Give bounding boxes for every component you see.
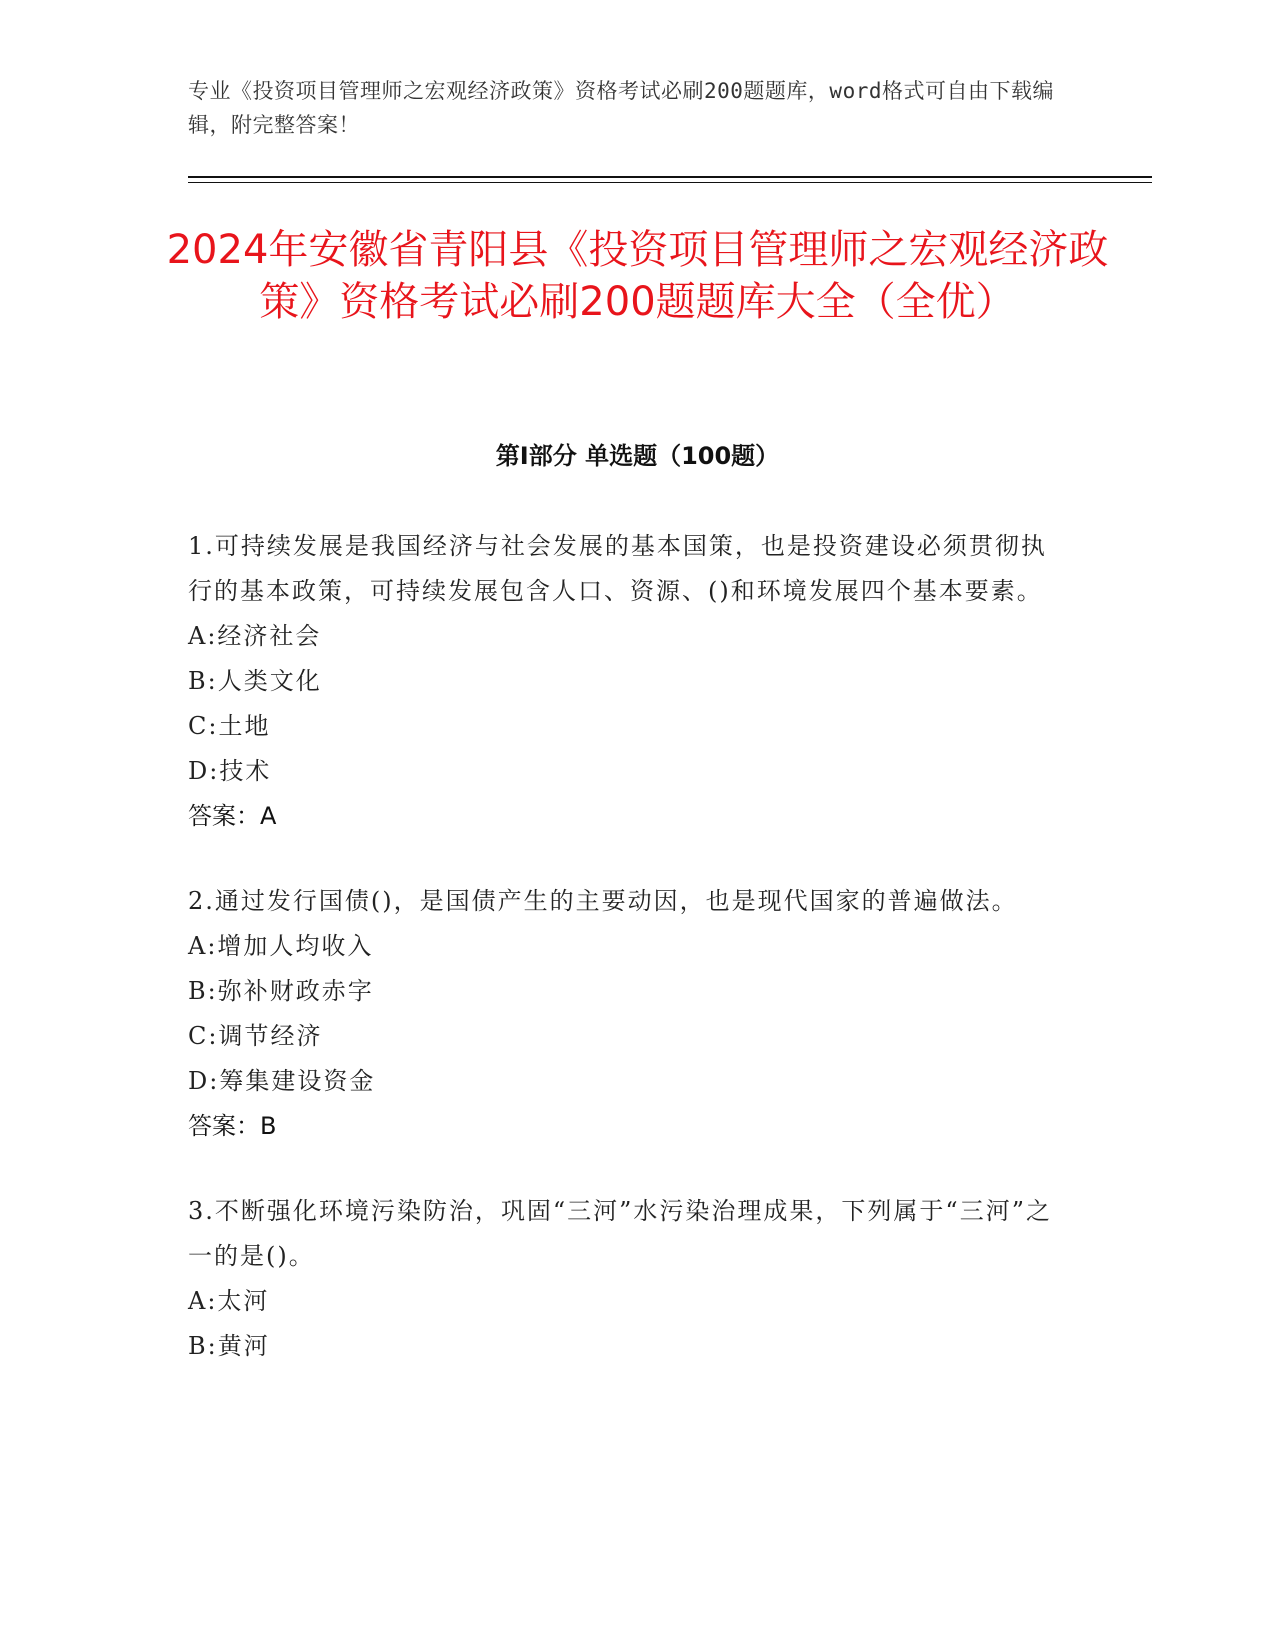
option-a: A:太河 xyxy=(188,1287,270,1315)
question-2 xyxy=(188,879,1068,1149)
option-d: D:筹集建设资金 xyxy=(188,1067,376,1095)
option-c: C:土地 xyxy=(188,712,271,740)
option-b: B:人类文化 xyxy=(188,667,322,695)
header-divider-thick xyxy=(188,176,1152,178)
section-heading: 第I部分 单选题（100题） xyxy=(495,442,780,470)
question-text: 1.可持续发展是我国经济与社会发展的基本国策，也是投资建设必须贯彻执行的基本政策，可持续发展包含人口、资源、()和环境发展四个基本要素。 xyxy=(188,532,1047,605)
question-text: 3.不断强化环境污染防治，巩固“三河”水污染治理成果，下列属于“三河”之一的是()。 xyxy=(188,1197,1052,1270)
question-3 xyxy=(188,1189,1068,1369)
option-a: A:经济社会 xyxy=(188,622,322,650)
answer-line: 答案：B xyxy=(188,1112,277,1140)
option-a: A:增加人均收入 xyxy=(188,932,374,960)
option-d: D:技术 xyxy=(188,757,272,785)
option-b: B:黄河 xyxy=(188,1332,270,1360)
document-title: 2024年安徽省青阳县《投资项目管理师之宏观经济政策》资格考试必刷200题题库大全（全优） xyxy=(166,227,1109,325)
option-c: C:调节经济 xyxy=(188,1022,323,1050)
question-1 xyxy=(188,524,1068,839)
option-b: B:弥补财政赤字 xyxy=(188,977,374,1005)
header-note: 专业《投资项目管理师之宏观经济政策》资格考试必刷200题题库，word格式可自由下载编辑，附完整答案！ xyxy=(188,79,1054,137)
answer-line: 答案：A xyxy=(188,802,277,830)
question-list xyxy=(188,524,1068,1409)
header-divider-thin xyxy=(188,182,1152,183)
question-text: 2.通过发行国债()，是国债产生的主要动因，也是现代国家的普遍做法。 xyxy=(188,887,1018,915)
